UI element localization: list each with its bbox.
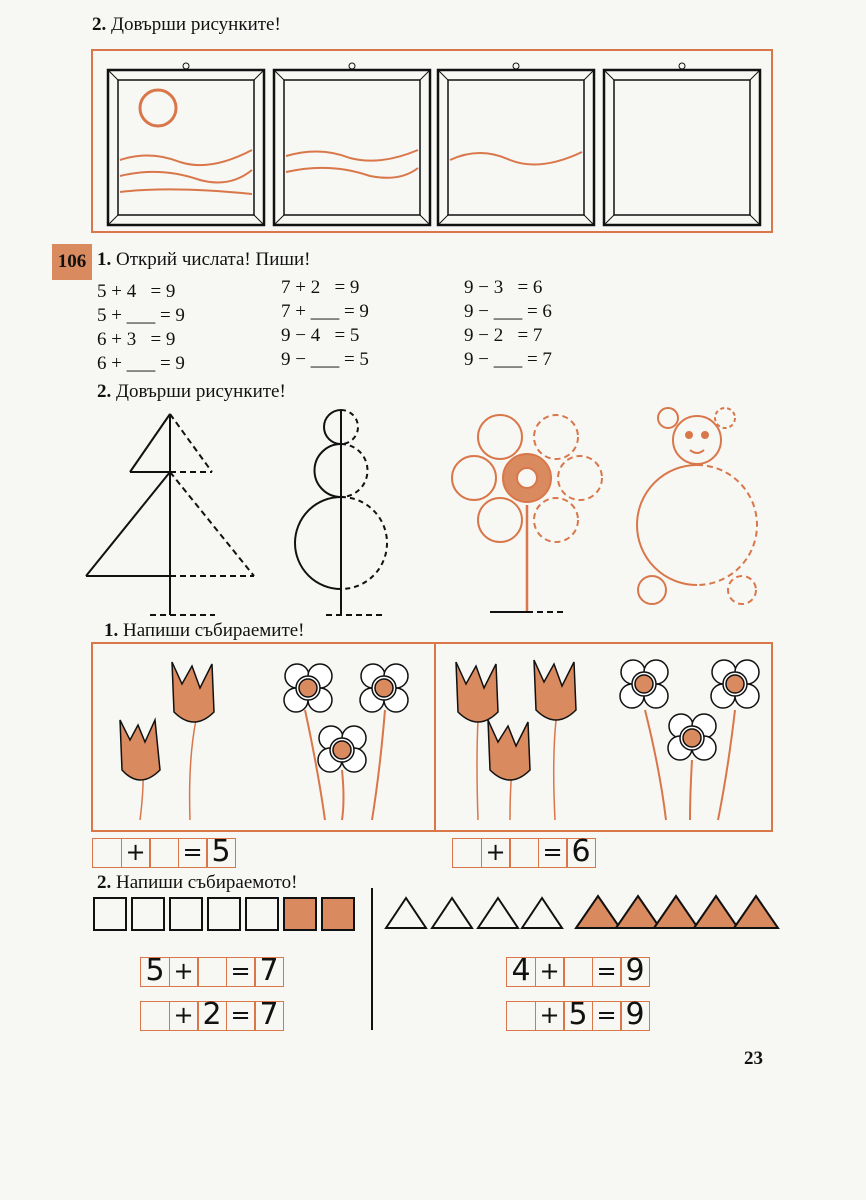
top-task-title: Довърши рисунките!	[111, 14, 281, 35]
tree-drawing	[86, 414, 254, 615]
right-row-1-boxes	[506, 953, 649, 988]
picture-frame-3	[438, 63, 594, 225]
task3-heading	[104, 620, 305, 642]
equals-sign: =	[226, 1001, 256, 1031]
equals-sign: =	[178, 838, 208, 868]
equation: 7 + 2 = 9	[281, 277, 360, 298]
task4-heading	[97, 872, 297, 894]
equals-sign: =	[592, 957, 622, 987]
bear-drawing	[637, 408, 757, 604]
task1-column-2	[281, 276, 369, 372]
daisy-icon-5	[711, 660, 759, 820]
sun-icon	[140, 90, 176, 126]
plus-sign: +	[535, 957, 565, 987]
page-number: 23	[744, 1048, 763, 1069]
task1-column-3	[464, 276, 552, 372]
sum-box: 6	[566, 838, 596, 868]
number-box: 5	[563, 1001, 593, 1031]
sum-box: 9	[620, 1001, 650, 1031]
answer-box[interactable]	[149, 838, 179, 868]
task2-number: 2.	[97, 381, 112, 402]
equation-blank[interactable]: 9 − ___ = 7	[464, 349, 552, 370]
triangles-row	[386, 896, 778, 928]
bellflower-icon-2	[172, 662, 214, 820]
bellflower-icon-5	[534, 660, 576, 820]
number-box: 2	[197, 1001, 227, 1031]
task1-title: Открий числата! Пиши!	[116, 249, 311, 270]
equation: 5 + 4 = 9	[97, 281, 176, 302]
bellflower-icon-4	[488, 720, 530, 820]
equation: 9 − 3 = 6	[464, 277, 543, 298]
plus-sign: +	[169, 1001, 199, 1031]
equation-blank[interactable]: 5 + ___ = 9	[97, 305, 185, 326]
plus-sign: +	[535, 1001, 565, 1031]
plus-sign: +	[121, 838, 151, 868]
lesson-number-badge: 106	[52, 244, 92, 280]
task2-heading	[97, 381, 286, 403]
left-row-1-boxes	[140, 953, 283, 988]
equation-blank[interactable]: 9 − ___ = 6	[464, 301, 552, 322]
task1-heading	[97, 249, 310, 271]
bellflower-icon-1	[120, 720, 160, 820]
equation: 6 + 3 = 9	[97, 329, 176, 350]
picture-frame-2	[274, 63, 430, 225]
right-addends-boxes	[452, 834, 595, 869]
plus-sign: +	[169, 957, 199, 987]
squares-row	[94, 898, 354, 930]
number-box: 5	[140, 957, 170, 987]
equation: 9 − 4 = 5	[281, 325, 360, 346]
task3-title: Напиши събираемите!	[123, 620, 305, 641]
sum-box: 5	[206, 838, 236, 868]
frames-panel	[92, 50, 772, 232]
left-addends-boxes	[92, 834, 235, 869]
number-box: 4	[506, 957, 536, 987]
sum-box: 9	[620, 957, 650, 987]
task2-title: Довърши рисунките!	[116, 381, 286, 402]
task4-title: Напиши събираемото!	[116, 872, 298, 893]
task1-column-1	[97, 280, 185, 376]
answer-box[interactable]	[92, 838, 122, 868]
snowman-drawing	[295, 410, 387, 615]
plus-sign: +	[481, 838, 511, 868]
equals-sign: =	[226, 957, 256, 987]
answer-box[interactable]	[197, 957, 227, 987]
right-row-2-boxes	[506, 997, 649, 1032]
equation-blank[interactable]: 6 + ___ = 9	[97, 353, 185, 374]
sum-box: 7	[254, 1001, 284, 1031]
equals-sign: =	[538, 838, 568, 868]
equation-blank[interactable]: 7 + ___ = 9	[281, 301, 369, 322]
flower-drawing	[452, 415, 602, 612]
answer-box[interactable]	[140, 1001, 170, 1031]
daisy-icon-2	[360, 664, 408, 820]
answer-box[interactable]	[506, 1001, 536, 1031]
equals-sign: =	[592, 1001, 622, 1031]
picture-frame-4	[604, 63, 760, 225]
daisy-icon-3	[318, 726, 366, 820]
answer-box[interactable]	[563, 957, 593, 987]
daisy-icon-4	[620, 660, 668, 820]
left-row-2-boxes	[140, 997, 283, 1032]
task3-number: 1.	[104, 620, 119, 641]
answer-box[interactable]	[452, 838, 482, 868]
task1-number: 1.	[97, 249, 112, 270]
answer-box[interactable]	[509, 838, 539, 868]
task4-number: 2.	[97, 872, 112, 893]
equation-blank[interactable]: 9 − ___ = 5	[281, 349, 369, 370]
sum-box: 7	[254, 957, 284, 987]
equation: 9 − 2 = 7	[464, 325, 543, 346]
top-task-number: 2.	[92, 14, 107, 35]
daisy-icon-6	[668, 714, 716, 820]
picture-frame-1	[108, 63, 264, 225]
